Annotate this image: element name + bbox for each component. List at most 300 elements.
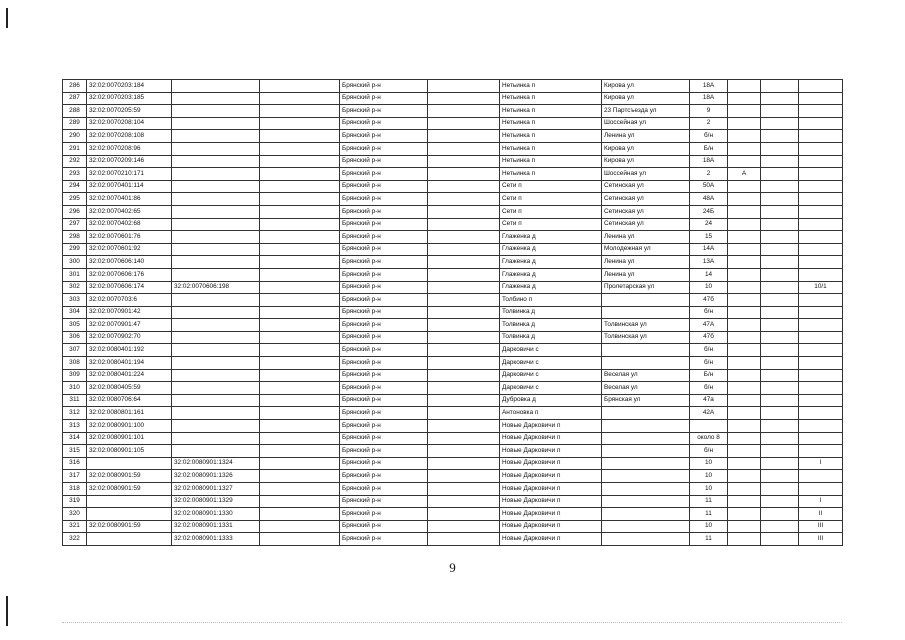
sub-cadastral-number-cell [172,218,260,231]
building-cell [761,369,799,382]
table-row [63,319,843,332]
sub-cadastral-number-cell [172,193,260,206]
sub-cadastral-number-cell: 32:02:0080901:1333 [172,533,260,546]
table-row [63,281,843,294]
locality-cell: Новые Дарковичи п [500,483,602,496]
blank-cell [260,130,340,143]
blank-cell [260,457,340,470]
sub-cadastral-number-cell [172,357,260,370]
sub-cadastral-number-cell [172,256,260,269]
letter-cell [728,420,761,433]
premise-cell [799,445,843,458]
blank-cell [260,180,340,193]
sub-cadastral-number-cell [172,130,260,143]
blank-cell-2 [428,306,500,319]
table-row [63,142,843,155]
blank-cell [260,205,340,218]
district-cell: Брянский р-н [340,130,428,143]
table-row [63,470,843,483]
blank-cell [260,407,340,420]
sub-cadastral-number-cell [172,142,260,155]
district-cell: Брянский р-н [340,331,428,344]
house-number-cell: 10 [690,281,728,294]
cadastral-number-cell: 32:02:0080901:59 [87,520,172,533]
row-number-cell: 289 [63,117,87,130]
house-number-cell: 48А [690,193,728,206]
blank-cell [260,319,340,332]
table-row [63,457,843,470]
building-cell [761,508,799,521]
house-number-cell: б/н [690,382,728,395]
district-cell: Брянский р-н [340,369,428,382]
sub-cadastral-number-cell: 32:02:0080901:1327 [172,483,260,496]
house-number-cell [690,420,728,433]
blank-cell-2 [428,168,500,181]
house-number-cell: 42А [690,407,728,420]
street-cell: Пролетарская ул [602,281,690,294]
letter-cell [728,117,761,130]
row-number-cell: 315 [63,445,87,458]
blank-cell-2 [428,256,500,269]
district-cell: Брянский р-н [340,231,428,244]
building-cell [761,281,799,294]
cadastral-number-cell: 32:02:0080706:64 [87,394,172,407]
table-row [63,205,843,218]
district-cell: Брянский р-н [340,268,428,281]
district-cell: Брянский р-н [340,407,428,420]
premise-cell [799,231,843,244]
table-row [63,306,843,319]
letter-cell [728,495,761,508]
house-number-cell: 18А [690,92,728,105]
sub-cadastral-number-cell [172,369,260,382]
blank-cell-2 [428,319,500,332]
building-cell [761,294,799,307]
letter-cell [728,281,761,294]
district-cell: Брянский р-н [340,508,428,521]
letter-cell [728,432,761,445]
blank-cell-2 [428,294,500,307]
district-cell: Брянский р-н [340,256,428,269]
table-row [63,445,843,458]
premise-cell [799,168,843,181]
cadastral-number-cell [87,508,172,521]
blank-cell [260,483,340,496]
table-row [63,420,843,433]
row-number-cell: 290 [63,130,87,143]
house-number-cell: 10 [690,520,728,533]
house-number-cell: 24 [690,218,728,231]
blank-cell-2 [428,117,500,130]
cadastral-number-cell: 32:02:0070601:92 [87,243,172,256]
sub-cadastral-number-cell: 32:02:0080901:1329 [172,495,260,508]
locality-cell: Нетьинка п [500,80,602,93]
premise-cell [799,218,843,231]
building-cell [761,105,799,118]
premise-cell [799,394,843,407]
cadastral-number-cell: 32:02:0070203:185 [87,92,172,105]
building-cell [761,168,799,181]
district-cell: Брянский р-н [340,445,428,458]
building-cell [761,80,799,93]
street-cell: Сетинская ул [602,193,690,206]
letter-cell [728,483,761,496]
letter-cell [728,155,761,168]
district-cell: Брянский р-н [340,495,428,508]
sub-cadastral-number-cell [172,319,260,332]
blank-cell [260,268,340,281]
letter-cell [728,457,761,470]
street-cell [602,457,690,470]
house-number-cell: б/н [690,306,728,319]
district-cell: Брянский р-н [340,470,428,483]
premise-cell [799,180,843,193]
table-row [63,331,843,344]
building-cell [761,533,799,546]
sub-cadastral-number-cell [172,432,260,445]
blank-cell-2 [428,520,500,533]
blank-cell [260,256,340,269]
street-cell [602,432,690,445]
blank-cell [260,495,340,508]
table-row [63,180,843,193]
table-row [63,105,843,118]
row-number-cell: 308 [63,357,87,370]
street-cell: Шоссейная ул [602,117,690,130]
register-table-body [63,80,843,546]
house-number-cell: Б/н [690,142,728,155]
locality-cell: Дарковичи с [500,344,602,357]
premise-cell [799,268,843,281]
district-cell: Брянский р-н [340,281,428,294]
letter-cell [728,205,761,218]
cadastral-number-cell: 32:02:0070205:59 [87,105,172,118]
house-number-cell: 18А [690,155,728,168]
blank-cell-2 [428,180,500,193]
street-cell: Кирова ул [602,142,690,155]
district-cell: Брянский р-н [340,432,428,445]
premise-cell [799,256,843,269]
blank-cell [260,105,340,118]
district-cell: Брянский р-н [340,319,428,332]
letter-cell [728,193,761,206]
sub-cadastral-number-cell [172,205,260,218]
row-number-cell: 317 [63,470,87,483]
row-number-cell: 304 [63,306,87,319]
sub-cadastral-number-cell: 32:02:0080901:1324 [172,457,260,470]
sub-cadastral-number-cell [172,80,260,93]
cadastral-number-cell: 32:02:0070901:47 [87,319,172,332]
house-number-cell: 47А [690,319,728,332]
locality-cell: Нетьинка п [500,142,602,155]
district-cell: Брянский р-н [340,142,428,155]
street-cell [602,344,690,357]
building-cell [761,243,799,256]
premise-cell [799,407,843,420]
letter-cell [728,268,761,281]
blank-cell-2 [428,92,500,105]
row-number-cell: 291 [63,142,87,155]
building-cell [761,483,799,496]
locality-cell: Дарковичи с [500,382,602,395]
row-number-cell: 312 [63,407,87,420]
cadastral-number-cell: 32:02:0070606:140 [87,256,172,269]
blank-cell [260,193,340,206]
blank-cell [260,155,340,168]
cadastral-number-cell [87,495,172,508]
locality-cell: Сети п [500,193,602,206]
blank-cell-2 [428,155,500,168]
premise-cell [799,357,843,370]
blank-cell [260,357,340,370]
premise-cell [799,420,843,433]
premise-cell [799,331,843,344]
cadastral-number-cell: 32:02:0070402:68 [87,218,172,231]
cadastral-number-cell: 32:02:0070401:114 [87,180,172,193]
letter-cell [728,508,761,521]
sub-cadastral-number-cell [172,394,260,407]
blank-cell-2 [428,105,500,118]
locality-cell: Новые Дарковичи п [500,508,602,521]
blank-cell [260,533,340,546]
locality-cell: Нетьинка п [500,117,602,130]
table-row [63,218,843,231]
street-cell [602,520,690,533]
district-cell: Брянский р-н [340,520,428,533]
premise-cell: III [799,533,843,546]
house-number-cell: 47б [690,331,728,344]
row-number-cell: 322 [63,533,87,546]
premise-cell [799,243,843,256]
cadastral-number-cell: 32:02:0070606:174 [87,281,172,294]
blank-cell [260,243,340,256]
district-cell: Брянский р-н [340,394,428,407]
street-cell: Толвинская ул [602,331,690,344]
letter-cell [728,319,761,332]
district-cell: Брянский р-н [340,180,428,193]
house-number-cell: 10 [690,483,728,496]
locality-cell: Антоновка п [500,407,602,420]
row-number-cell: 287 [63,92,87,105]
district-cell: Брянский р-н [340,382,428,395]
locality-cell: Новые Дарковичи п [500,432,602,445]
locality-cell: Толбино п [500,294,602,307]
blank-cell-2 [428,243,500,256]
street-cell: 23 Партсъезда ул [602,105,690,118]
street-cell: Ленина ул [602,256,690,269]
premise-cell [799,193,843,206]
cadastral-number-cell: 32:02:0070209:146 [87,155,172,168]
street-cell [602,306,690,319]
locality-cell: Сети п [500,218,602,231]
letter-cell [728,231,761,244]
blank-cell-2 [428,80,500,93]
letter-cell [728,407,761,420]
building-cell [761,382,799,395]
letter-cell [728,445,761,458]
house-number-cell: б/н [690,344,728,357]
cadastral-number-cell: 32:02:0070901:42 [87,306,172,319]
row-number-cell: 292 [63,155,87,168]
house-number-cell: 10 [690,457,728,470]
table-row [63,357,843,370]
locality-cell: Толвинка д [500,319,602,332]
building-cell [761,117,799,130]
blank-cell [260,331,340,344]
district-cell: Брянский р-н [340,193,428,206]
letter-cell [728,142,761,155]
house-number-cell: 24Б [690,205,728,218]
locality-cell: Дарковичи с [500,369,602,382]
blank-cell [260,294,340,307]
locality-cell: Нетьинка п [500,155,602,168]
letter-cell [728,470,761,483]
building-cell [761,180,799,193]
building-cell [761,420,799,433]
sub-cadastral-number-cell: 32:02:0070606:198 [172,281,260,294]
district-cell: Брянский р-н [340,420,428,433]
street-cell: Сетинская ул [602,218,690,231]
locality-cell: Нетьинка п [500,105,602,118]
row-number-cell: 298 [63,231,87,244]
row-number-cell: 286 [63,80,87,93]
district-cell: Брянский р-н [340,205,428,218]
blank-cell-2 [428,407,500,420]
letter-cell [728,243,761,256]
sub-cadastral-number-cell: 32:02:0080901:1326 [172,470,260,483]
building-cell [761,231,799,244]
premise-cell [799,205,843,218]
sub-cadastral-number-cell [172,407,260,420]
row-number-cell: 301 [63,268,87,281]
row-number-cell: 294 [63,180,87,193]
house-number-cell: 18А [690,80,728,93]
cadastral-number-cell: 32:02:0080401:194 [87,357,172,370]
building-cell [761,432,799,445]
locality-cell: Нетьинка п [500,92,602,105]
cadastral-number-cell: 32:02:0070402:65 [87,205,172,218]
table-row [63,483,843,496]
blank-cell [260,218,340,231]
blank-cell [260,142,340,155]
table-row [63,155,843,168]
blank-cell-2 [428,470,500,483]
blank-cell-2 [428,344,500,357]
premise-cell: I [799,495,843,508]
row-number-cell: 295 [63,193,87,206]
row-number-cell: 313 [63,420,87,433]
premise-cell [799,92,843,105]
table-row [63,117,843,130]
letter-cell [728,80,761,93]
row-number-cell: 306 [63,331,87,344]
blank-cell-2 [428,533,500,546]
street-cell: Кирова ул [602,155,690,168]
building-cell [761,268,799,281]
table-row [63,231,843,244]
cadastral-number-cell: 32:02:0070401:86 [87,193,172,206]
building-cell [761,193,799,206]
house-number-cell: 11 [690,508,728,521]
house-number-cell: б/н [690,357,728,370]
letter-cell [728,369,761,382]
table-row [63,382,843,395]
street-cell [602,407,690,420]
sub-cadastral-number-cell [172,420,260,433]
house-number-cell: б/н [690,445,728,458]
building-cell [761,331,799,344]
table-row [63,294,843,307]
blank-cell [260,168,340,181]
table-row [63,344,843,357]
street-cell: Ленина ул [602,268,690,281]
house-number-cell: Б/н [690,369,728,382]
cadastral-number-cell: 32:02:0080801:161 [87,407,172,420]
district-cell: Брянский р-н [340,457,428,470]
blank-cell [260,382,340,395]
row-number-cell: 293 [63,168,87,181]
letter-cell [728,130,761,143]
cadastral-number-cell: 32:02:0070208:96 [87,142,172,155]
district-cell: Брянский р-н [340,344,428,357]
district-cell: Брянский р-н [340,218,428,231]
house-number-cell: 10 [690,470,728,483]
sub-cadastral-number-cell [172,306,260,319]
table-row [63,432,843,445]
blank-cell [260,520,340,533]
premise-cell [799,470,843,483]
locality-cell: Глаженка д [500,243,602,256]
letter-cell [728,533,761,546]
sub-cadastral-number-cell [172,382,260,395]
building-cell [761,445,799,458]
premise-cell [799,344,843,357]
page-edge-top [6,8,8,28]
blank-cell [260,470,340,483]
blank-cell [260,92,340,105]
locality-cell: Нетьинка п [500,130,602,143]
letter-cell [728,331,761,344]
building-cell [761,357,799,370]
row-number-cell: 320 [63,508,87,521]
street-cell: Сетинская ул [602,180,690,193]
table-row [63,394,843,407]
locality-cell: Глаженка д [500,256,602,269]
street-cell: Кирова ул [602,80,690,93]
blank-cell-2 [428,457,500,470]
locality-cell: Новые Дарковичи п [500,457,602,470]
cadastral-number-cell [87,457,172,470]
sub-cadastral-number-cell [172,344,260,357]
house-number-cell: 11 [690,533,728,546]
cadastral-number-cell [87,533,172,546]
blank-cell-2 [428,357,500,370]
blank-cell-2 [428,394,500,407]
building-cell [761,306,799,319]
sub-cadastral-number-cell [172,294,260,307]
district-cell: Брянский р-н [340,168,428,181]
building-cell [761,92,799,105]
house-number-cell: 50А [690,180,728,193]
row-number-cell: 307 [63,344,87,357]
building-cell [761,520,799,533]
house-number-cell: 47а [690,394,728,407]
blank-cell-2 [428,483,500,496]
locality-cell: Сети п [500,180,602,193]
sub-cadastral-number-cell [172,331,260,344]
letter-cell [728,520,761,533]
district-cell: Брянский р-н [340,117,428,130]
